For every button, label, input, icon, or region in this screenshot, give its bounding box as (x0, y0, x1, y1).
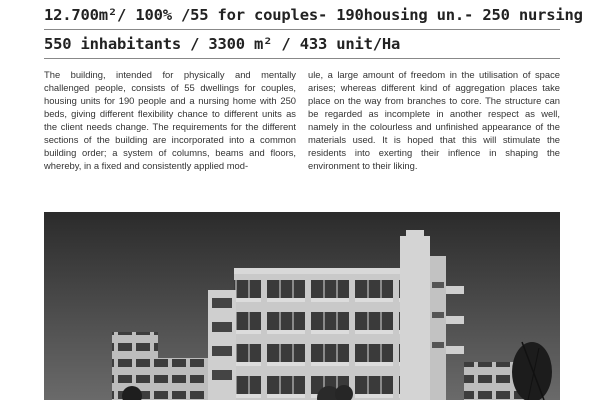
body-text-column-left: The building, intended for physically and mentally challenged people, consists of 55 dwellings for couples, housing units for 190 people and a nursing home with 250 beds, giving different flexibility chance to different units as the client needs change. The requirements for the different sections of the building are incorporated into a common building order; a system of columns, beams and floors, whereby, in a fixed and consistently applied mod- (44, 69, 296, 171)
body-text-column-right: ule, a large amount of freedom in the utilisation of space arises; whereas different kind of aggregation places take place on the way from branches to core. The structure can be regarded as incomplete in another respect as well, namely in the colourless and unfinished appearance of the materials used. It is hoped that this will stimulate the residents into exerting their inflence in shaping the environment to their liking. (308, 69, 560, 171)
header-stats-line-1: 12.700m²/ 100% /55 for couples- 190housing un.- 250 nursing (44, 6, 583, 24)
building-photo (44, 212, 560, 400)
header-divider-2 (44, 58, 560, 59)
header-divider-1 (44, 29, 560, 30)
header-stats-line-2: 550 inhabitants / 3300 m² / 433 unit/Ha (44, 35, 401, 53)
core-tower (400, 236, 430, 400)
